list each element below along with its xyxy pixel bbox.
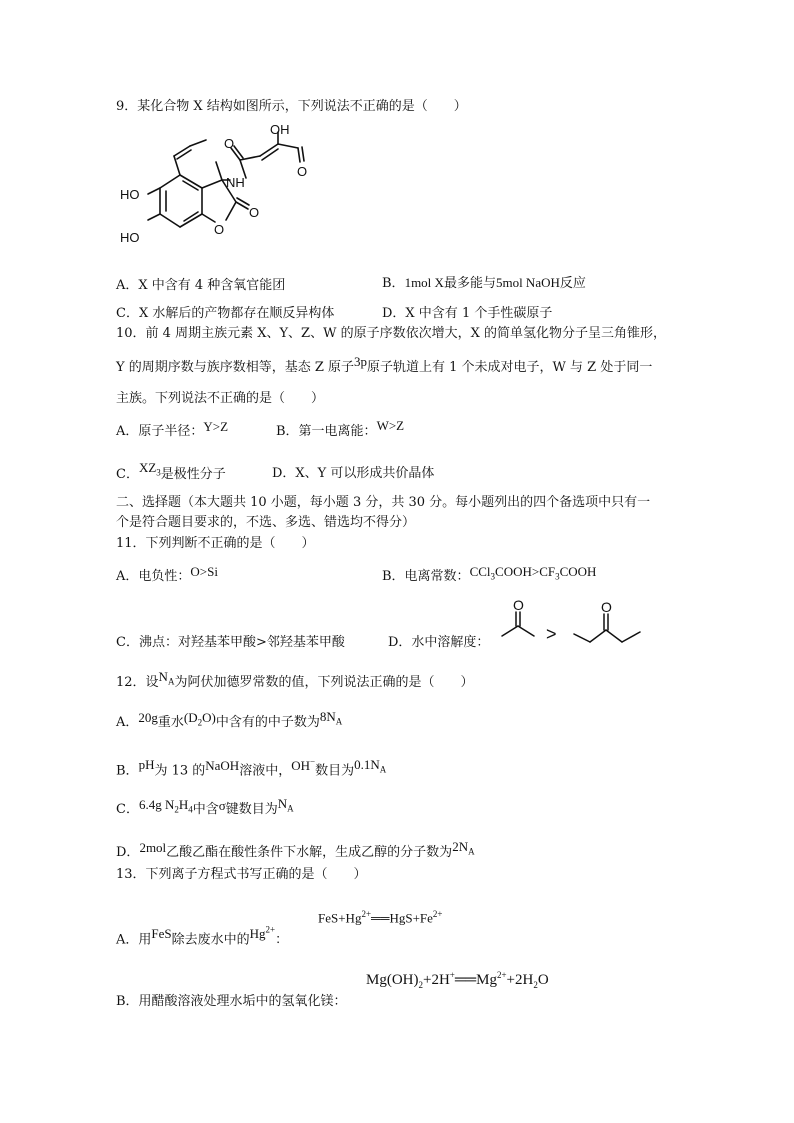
- f-cooh-gt-cf: COOH>CF: [495, 564, 556, 579]
- q12-option-d: [116, 839, 475, 866]
- formula-01na: [354, 757, 387, 775]
- q12-pre: 12．设: [116, 675, 159, 690]
- t-contains: 中含: [192, 802, 219, 817]
- eq-b-s4: 2: [533, 980, 538, 990]
- formula-2na: [452, 839, 475, 857]
- ketones-comparison: [492, 596, 652, 652]
- section-2-line2: 个是符合题目要求的，不选、多选、错选均不得分）: [116, 515, 416, 530]
- q10-option-d: D．X、Y 可以形成共价晶体: [272, 466, 435, 481]
- label-o-acid: O: [297, 164, 308, 179]
- eq-a-sup1: 2+: [361, 909, 372, 919]
- formula-3p: 3p: [354, 354, 368, 369]
- t-heavy-water: 重水: [157, 715, 184, 730]
- q13-option-a: [116, 926, 288, 949]
- t-ester-hydrolysis: 乙酸乙酯在酸性条件下水解，生成乙醇的分子数为: [166, 845, 453, 860]
- sub-2: 2: [197, 717, 203, 728]
- eq-a-sup2: 2+: [432, 909, 443, 919]
- q11-option-c: C．沸点：对羟基苯甲酸>邻羟基苯甲酸: [116, 635, 345, 650]
- formula-acids: [469, 564, 597, 582]
- label-ho-top: HO: [120, 187, 140, 202]
- f-cooh: COOH: [559, 564, 597, 579]
- q13-stem: 13．下列离子方程式书写正确的是（ ）: [116, 867, 367, 882]
- f-oh: OH: [291, 758, 310, 774]
- formula-5mol-naoh: 5mol NaOH: [495, 275, 560, 290]
- formula-n2h4: [138, 797, 193, 815]
- formula-o-gt-si: O>Si: [190, 564, 218, 579]
- sub-a2: A: [335, 716, 343, 727]
- q12-b-pre: B．: [116, 763, 139, 779]
- t-neutrons: 中含有的中子数为: [215, 715, 320, 730]
- q10-c-pre: C．: [116, 467, 139, 482]
- sup-minus: −: [310, 757, 316, 767]
- q9-stem: 9．某化合物 X 结构如图所示，下列说法不正确的是（ ）: [116, 99, 467, 114]
- f-n2: N: [277, 796, 288, 811]
- q9-option-a: A．X 中含有 4 种含氧官能团: [116, 278, 286, 293]
- f-8n: 8N: [319, 709, 336, 724]
- q12-option-a: [116, 709, 343, 736]
- eq-a-2: ══HgS+Fe: [371, 910, 433, 926]
- f-o: O): [202, 710, 216, 725]
- f-naoh: NaOH: [205, 758, 240, 774]
- sub-a5: A: [468, 846, 475, 857]
- eq-b-3: ══Mg: [454, 972, 497, 988]
- option-b-text: 最多能与: [443, 276, 496, 291]
- sub-4: 4: [188, 804, 193, 815]
- formula-8na: [319, 709, 343, 727]
- t-count: 数目为: [315, 763, 355, 779]
- eq-b-5: O: [537, 972, 549, 988]
- sub-2b: 2: [174, 804, 179, 815]
- f-h: H: [178, 797, 189, 812]
- sub-3b: 3: [555, 571, 560, 582]
- q12-option-b: [116, 757, 386, 784]
- formula-xz: XZ: [138, 460, 157, 475]
- q12-a-pre: A．: [116, 715, 139, 730]
- q13-a-pre: A．用: [116, 932, 152, 948]
- t-bonds: 键数目为: [225, 802, 278, 817]
- q11-option-b: [382, 564, 597, 590]
- f-sigma: σ: [218, 798, 226, 813]
- q13-a-post: ：: [275, 932, 289, 948]
- sub-a3: A: [379, 764, 387, 775]
- sub-a4: A: [287, 803, 294, 814]
- compound-x-structure: [110, 118, 310, 258]
- sub-3: 3: [156, 467, 161, 478]
- f-2mol: 2mol: [139, 840, 167, 855]
- f-hg: Hg: [249, 926, 266, 942]
- eq-a-1: FeS+Hg: [318, 910, 362, 926]
- label-o-acetone: O: [513, 597, 524, 613]
- formula-1mol-x: 1mol X: [404, 275, 444, 290]
- f-ph: pH: [138, 757, 155, 773]
- q10-stem-line3: 主族。下列说法不正确的是（ ）: [116, 391, 325, 406]
- eq-b-1: Mg(OH): [366, 972, 419, 988]
- formula-na: [158, 669, 175, 687]
- label-o-amide: O: [224, 136, 235, 151]
- sub-3a: 3: [490, 571, 496, 582]
- q12-option-c: [116, 796, 294, 823]
- q10-stem-line1: 10．前 4 周期主族元素 X、Y、Z、W 的原子序数依次增大，X 的简单氢化物分子呈三角锥形，: [116, 326, 666, 341]
- f-2n: 2N: [452, 839, 469, 854]
- label-oh-acid: OH: [270, 122, 290, 137]
- q10-a-pre: A．原子半径：: [116, 424, 204, 439]
- f-n: N: [158, 669, 168, 684]
- q12-stem: [116, 669, 474, 696]
- f-01n: 0.1N: [354, 757, 380, 773]
- label-o-pentanone: O: [601, 599, 612, 615]
- q12-post: 为阿伏加德罗常数的值，下列说法正确的是（ ）: [174, 675, 474, 690]
- t-ph13: 为 13 的: [154, 763, 206, 779]
- q10-line2-post: 原子轨道上有 1 个未成对电子，W 与 Z 处于同一: [367, 360, 653, 375]
- eq-b-2: +2H: [423, 972, 450, 988]
- formula-w-gt-z: W>Z: [376, 418, 405, 433]
- q9-option-d: D．X 中含有 1 个手性碳原子: [382, 306, 553, 321]
- q10-option-b: [276, 418, 405, 441]
- formula-oh-minus: [291, 758, 315, 773]
- f-20g: 20g: [138, 710, 158, 725]
- label-o-lactone: O: [249, 205, 260, 220]
- formula-na2: [277, 796, 294, 814]
- sub-a: A: [167, 676, 175, 687]
- q10-b-pre: B．第一电离能：: [276, 424, 377, 439]
- formula-y-gt-z: Y>Z: [203, 419, 229, 434]
- eq-b-s1: 2: [418, 980, 423, 990]
- q11-option-d: D．水中溶解度：: [388, 635, 490, 650]
- label-o-ring: O: [214, 222, 225, 237]
- f-ccl: CCl: [469, 564, 491, 579]
- q9-option-c: C．X 水解后的产物都存在顺反异构体: [116, 306, 335, 321]
- t-solution: 溶液中，: [239, 763, 292, 779]
- option-b-prefix: B．: [382, 276, 405, 291]
- q11-stem: 11．下列判断不正确的是（ ）: [116, 536, 315, 551]
- q12-d-pre: D．: [116, 845, 140, 860]
- f-64g-n: 6.4g N: [138, 797, 175, 812]
- f-d: (D: [183, 710, 198, 725]
- q11-b-pre: B．电离常数：: [382, 569, 470, 584]
- q12-c-pre: C．: [116, 802, 139, 817]
- section-2-line1: 二、选择题（本大题共 10 小题，每小题 3 分，共 30 分。每小题列出的四个备选项中只有一: [116, 495, 651, 510]
- label-ho-bottom: HO: [120, 230, 140, 245]
- label-nh: NH: [226, 175, 245, 190]
- q9-option-b: [382, 274, 586, 293]
- option-b-suffix: 反应: [559, 276, 586, 291]
- q13-equation-a: [318, 905, 442, 927]
- q10-option-c: [116, 460, 226, 488]
- formula-xz3: [138, 460, 161, 478]
- eq-b-sup3: 2+: [496, 970, 507, 980]
- formula-hg2: [250, 926, 275, 941]
- sup-2plus: 2+: [265, 925, 276, 935]
- t-remove: 除去废水中的: [171, 932, 250, 948]
- q13-equation-b: [366, 966, 549, 994]
- q10-line2-pre: Y 的周期序数与族序数相等，基态 Z 原子: [116, 360, 355, 375]
- q13-option-b: B．用醋酸溶液处理水垢中的氢氧化镁：: [116, 994, 347, 1009]
- q10-stem-line2: [116, 354, 653, 377]
- q10-option-a: [116, 419, 229, 441]
- formula-d2o: [183, 710, 216, 728]
- greater-than-sign: >: [546, 624, 557, 644]
- eq-b-sup2: +: [449, 970, 455, 980]
- eq-b-4: +2H: [506, 972, 534, 988]
- q10-c-post: 是极性分子: [160, 467, 226, 482]
- f-fes: FeS: [151, 926, 172, 942]
- q11-a-pre: A．电负性：: [116, 569, 191, 584]
- q11-option-a: [116, 564, 218, 586]
